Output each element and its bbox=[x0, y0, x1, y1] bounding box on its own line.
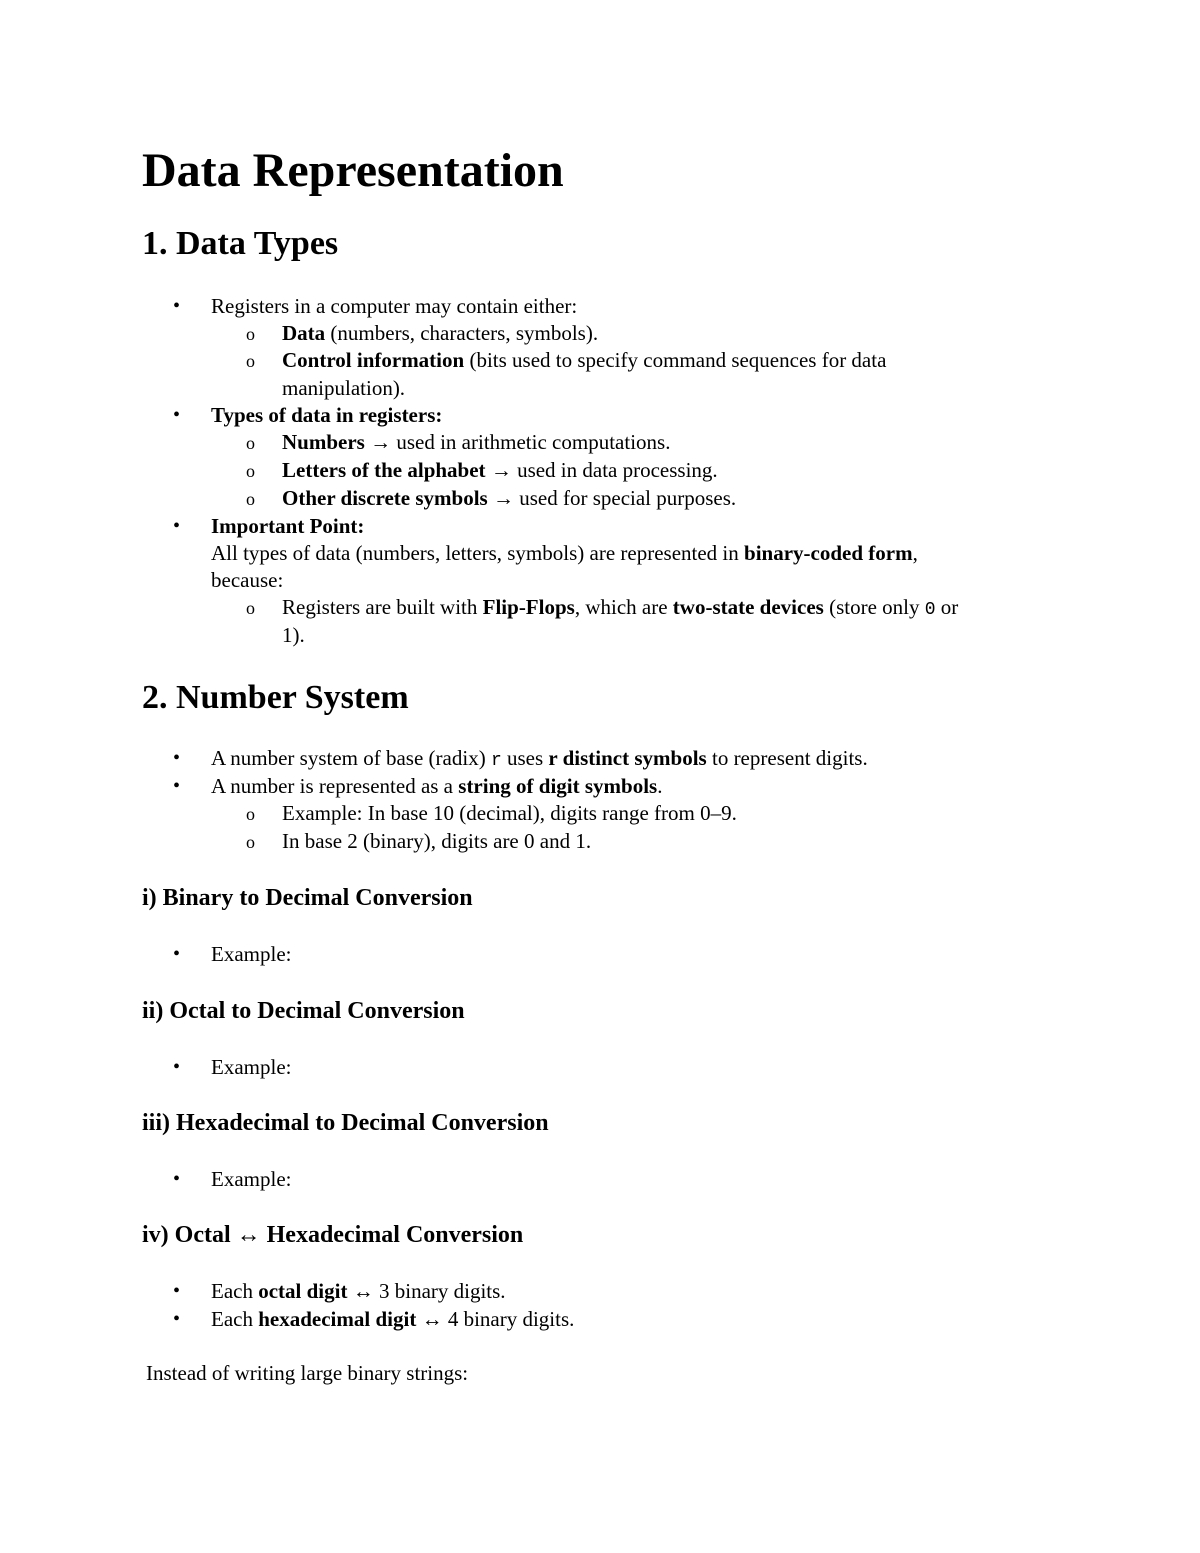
list-item: Example: bbox=[211, 1167, 292, 1191]
sub-bullet: o bbox=[246, 804, 255, 824]
bullet: • bbox=[173, 1168, 181, 1190]
bullet: • bbox=[173, 295, 181, 317]
sub-bullet: o bbox=[246, 433, 255, 453]
list-item: Registers are built with Flip-Flops, which are two-state devices (store only 0 or bbox=[282, 595, 959, 620]
subsection-heading-binary-to-decimal: i) Binary to Decimal Conversion bbox=[142, 885, 473, 911]
bullet: • bbox=[173, 404, 181, 426]
list-item: Control information (bits used to specify command sequences for data bbox=[282, 348, 887, 372]
list-item-continuation: 1). bbox=[282, 623, 305, 647]
bullet: • bbox=[173, 775, 181, 797]
bullet: • bbox=[173, 1308, 181, 1330]
list-item: Each hexadecimal digit ↔ 4 binary digits. bbox=[211, 1307, 575, 1331]
bullet: • bbox=[173, 1280, 181, 1302]
list-item: Other discrete symbols → used for special purposes. bbox=[282, 486, 737, 510]
paragraph: Instead of writing large binary strings: bbox=[146, 1361, 469, 1385]
list-item: Each octal digit ↔ 3 binary digits. bbox=[211, 1279, 506, 1303]
bullet: • bbox=[173, 1056, 181, 1078]
subsection-heading-octal-to-decimal: ii) Octal to Decimal Conversion bbox=[142, 998, 465, 1024]
sub-bullet: o bbox=[246, 489, 255, 509]
bullet: • bbox=[173, 515, 181, 537]
list-item: In base 2 (binary), digits are 0 and 1. bbox=[282, 829, 592, 853]
list-item: Example: In base 10 (decimal), digits range from 0–9. bbox=[282, 801, 737, 825]
list-item-continuation: manipulation). bbox=[282, 376, 406, 400]
sub-bullet: o bbox=[246, 832, 255, 852]
list-item: Numbers → used in arithmetic computations. bbox=[282, 430, 671, 454]
list-item: Registers in a computer may contain either: bbox=[211, 294, 578, 318]
bullet: • bbox=[173, 943, 181, 965]
section-heading-data-types: 1. Data Types bbox=[142, 225, 339, 262]
subsection-heading-hex-to-decimal: iii) Hexadecimal to Decimal Conversion bbox=[142, 1110, 549, 1136]
list-item: Types of data in registers: bbox=[211, 403, 443, 427]
page-title: Data Representation bbox=[142, 144, 564, 197]
list-item: Data (numbers, characters, symbols). bbox=[282, 321, 599, 345]
list-item-text: All types of data (numbers, letters, symbols) are represented in binary-coded form, bbox=[211, 541, 918, 565]
list-item: Letters of the alphabet → used in data processing. bbox=[282, 458, 718, 482]
section-heading-number-system: 2. Number System bbox=[142, 679, 409, 716]
sub-bullet: o bbox=[246, 324, 255, 344]
list-item-continuation: because: bbox=[211, 568, 284, 592]
list-item: A number is represented as a string of digit symbols. bbox=[211, 774, 663, 798]
sub-bullet: o bbox=[246, 351, 255, 371]
bullet: • bbox=[173, 747, 181, 769]
sub-bullet: o bbox=[246, 598, 255, 618]
list-item: Important Point: bbox=[211, 514, 365, 538]
list-item: Example: bbox=[211, 942, 292, 966]
list-item: Example: bbox=[211, 1055, 292, 1079]
sub-bullet: o bbox=[246, 461, 255, 481]
subsection-heading-octal-hex: iv) Octal ↔ Hexadecimal Conversion bbox=[142, 1222, 524, 1248]
list-item: A number system of base (radix) r uses r distinct symbols to represent digits. bbox=[211, 746, 868, 771]
